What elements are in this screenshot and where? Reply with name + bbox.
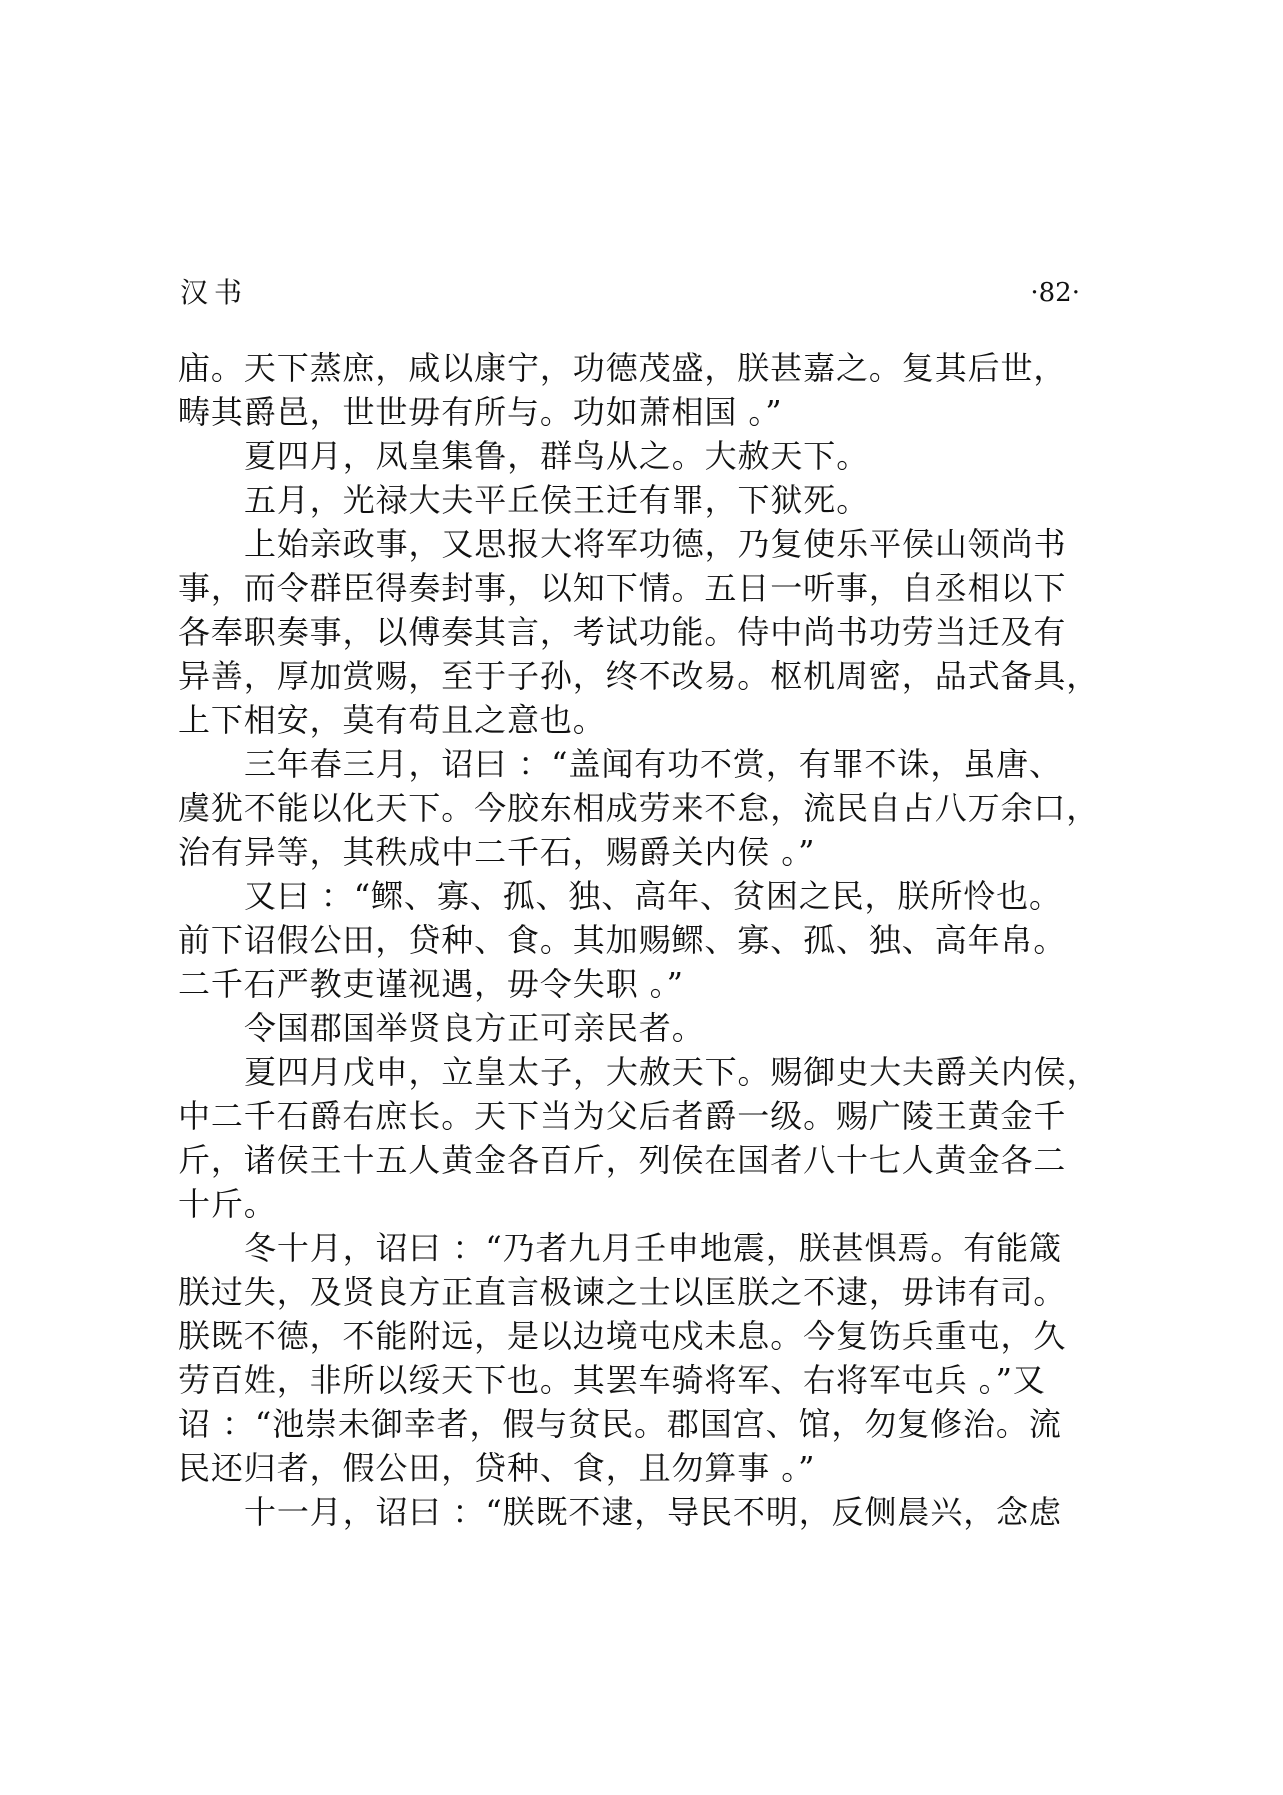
text-line: 朕既不德，不能附远，是以边境屯戍未息。今复饬兵重屯，久 [178,1317,1067,1355]
text-line: 前下诏假公田，贷种、食。其加赐鳏、寡、孤、独、高年帛。 [178,921,1067,959]
text-line: 斤，诸侯王十五人黄金各百斤，列侯在国者八十七人黄金各二 [178,1141,1067,1179]
text-line: 十一月，诏曰 ：“朕既不逮，导民不明，反侧晨兴，念虑 [244,1493,1062,1531]
text-line: 上下相安，莫有苟且之意也。 [178,701,606,739]
text-line: 事，而令群臣得奏封事，以知下情。五日一听事，自丞相以下 [178,569,1067,607]
text-line: 二千石严教吏谨视遇，毋令失职 。” [178,965,684,1003]
text-line: 民还归者，假公田，贷种、食，且勿算事 。” [178,1449,816,1487]
text-line: 中二千石爵右庶长。天下当为父后者爵一级。赐广陵王黄金千 [178,1097,1067,1135]
text-line: 诏 ：“池崇未御幸者，假与贫民。郡国宫、馆，勿复修治。流 [178,1405,1062,1443]
running-header [180,268,1080,318]
body-text [178,346,1100,1534]
text-line: 朕过失，及贤良方正直言极谏之士以匡朕之不逮，毋讳有司。 [178,1273,1067,1311]
text-line: 又曰 ：“鳏、寡、孤、独、高年、贫困之民，朕所怜也。 [244,877,1062,915]
text-line: 劳百姓，非所以绥天下也。其罢车骑将军、右将军屯兵 。”又 [178,1361,1046,1399]
text-line: 畴其爵邑，世世毋有所与。功如萧相国 。” [178,393,783,431]
text-line: 上始亲政事，又思报大将军功德，乃复使乐平侯山领尚书 [244,525,1067,563]
text-line: 虞犹不能以化天下。今胶东相成劳来不怠，流民自占八万余口， [178,789,1100,827]
text-line: 五月，光禄大夫平丘侯王迁有罪，下狱死。 [244,481,870,519]
text-line: 令国郡国举贤良方正可亲民者。 [244,1009,705,1047]
text-line: 冬十月，诏曰 ：“乃者九月壬申地震，朕甚惧焉。有能箴 [244,1229,1062,1267]
book-title: 汉书 [180,276,249,309]
text-line: 庙。天下蒸庶，咸以康宁，功德茂盛，朕甚嘉之。复其后世， [178,349,1067,387]
text-line: 十斤。 [178,1185,277,1223]
text-line: 各奉职奏事，以傅奏其言，考试功能。侍中尚书功劳当迁及有 [178,613,1067,651]
text-line: 三年春三月，诏曰 ：“盖闻有功不赏，有罪不诛，虽唐、 [244,745,1062,783]
page-number: ·82· [1030,278,1080,308]
text-line: 夏四月戊申，立皇太子，大赦天下。赐御史大夫爵关内侯， [244,1053,1100,1091]
text-line: 治有异等，其秩成中二千石，赐爵关内侯 。” [178,833,816,871]
text-line: 异善，厚加赏赐，至于子孙，终不改易。枢机周密，品式备具， [178,657,1100,695]
text-line: 夏四月，凤皇集鲁，群鸟从之。大赦天下。 [244,437,870,475]
